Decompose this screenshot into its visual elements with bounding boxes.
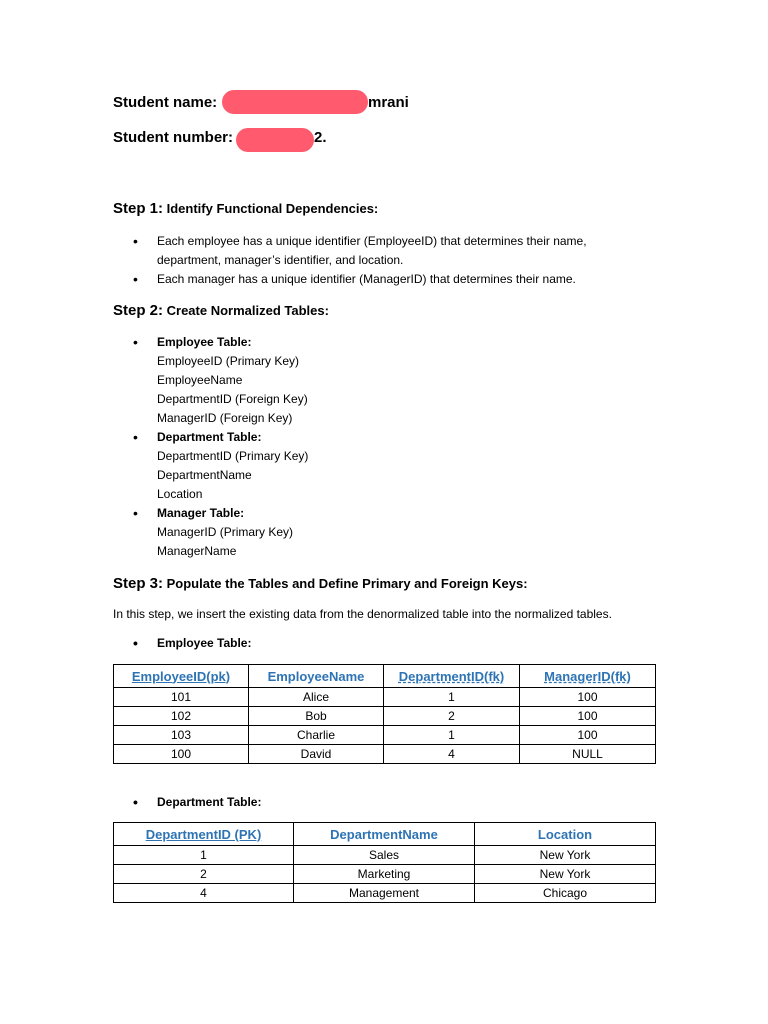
list-line: EmployeeID (Primary Key) — [157, 354, 300, 368]
cell: 100 — [520, 707, 656, 726]
list-line: EmployeeName — [157, 373, 243, 387]
manager-table-title: • Manager Table: — [157, 506, 245, 520]
cell: 100 — [520, 726, 656, 745]
cell: 103 — [114, 726, 249, 745]
step3-title: Populate the Tables and Define Primary and Foreign Keys: — [163, 576, 528, 591]
step1-list — [113, 232, 633, 289]
cell: 4 — [114, 884, 294, 903]
department-table-item — [113, 428, 633, 504]
list-line: ManagerName — [157, 544, 237, 558]
cell: 100 — [520, 688, 656, 707]
table-row — [114, 745, 656, 764]
employee-table — [113, 664, 656, 764]
cell: 2 — [114, 865, 294, 884]
employee-table-label: • Employee Table: — [113, 634, 413, 653]
cell: 1 — [114, 846, 294, 865]
step2-list — [113, 333, 633, 561]
name-redaction — [222, 90, 368, 114]
table-header-row — [114, 823, 656, 846]
cell: 4 — [384, 745, 520, 764]
cell: Alice — [249, 688, 384, 707]
step1-heading — [113, 200, 378, 217]
col-departmentid-pk: DepartmentID (PK) — [114, 823, 294, 846]
number-redaction — [236, 128, 314, 152]
department-table — [113, 822, 656, 903]
department-table-bullet — [113, 793, 413, 812]
cell: 101 — [114, 688, 249, 707]
student-name-label: Student name: — [113, 94, 218, 111]
cell: Marketing — [294, 865, 475, 884]
table-header-row — [114, 665, 656, 688]
step2-number: Step 2: — [113, 302, 164, 319]
cell: New York — [475, 865, 656, 884]
table-row — [114, 726, 656, 745]
col-employeename: EmployeeName — [249, 665, 384, 688]
col-employeeid: EmployeeID(pk) — [114, 665, 249, 688]
cell: 1 — [384, 688, 520, 707]
cell: New York — [475, 846, 656, 865]
table-row — [114, 688, 656, 707]
col-location: Location — [475, 823, 656, 846]
table-row — [114, 846, 656, 865]
step3-number: Step 3: — [113, 575, 164, 592]
step2-heading — [113, 302, 329, 319]
student-number-tail: 2. — [314, 129, 327, 146]
employee-table-bullet — [113, 634, 413, 653]
cell: 102 — [114, 707, 249, 726]
department-table-label: • Department Table: — [113, 793, 413, 812]
cell: Sales — [294, 846, 475, 865]
cell: Charlie — [249, 726, 384, 745]
cell: 100 — [114, 745, 249, 764]
step2-title: Create Normalized Tables: — [163, 303, 329, 318]
cell: 2 — [384, 707, 520, 726]
employee-table-item — [113, 333, 633, 428]
list-line: DepartmentID (Foreign Key) — [157, 392, 308, 406]
student-number-label: Student number: — [113, 129, 233, 146]
list-line: DepartmentName — [157, 468, 252, 482]
cell: Management — [294, 884, 475, 903]
cell: 1 — [384, 726, 520, 745]
col-departmentid: DepartmentID(fk) — [384, 665, 520, 688]
list-line: Location — [157, 487, 203, 501]
list-line: DepartmentID (Primary Key) — [157, 449, 309, 463]
cell: NULL — [520, 745, 656, 764]
col-managerid: ManagerID(fk) — [520, 665, 656, 688]
manager-table-item — [113, 504, 633, 561]
step3-intro: In this step, we insert the existing data from the denormalized table into the normalized tables. — [113, 607, 612, 621]
list-item: • Each employee has a unique identifier (EmployeeID) that determines their name, department, manager’s identifier, and location. — [113, 232, 633, 270]
step1-title: Identify Functional Dependencies: — [163, 201, 379, 216]
cell: Chicago — [475, 884, 656, 903]
table-row — [114, 707, 656, 726]
table-row — [114, 865, 656, 884]
cell: David — [249, 745, 384, 764]
table-row — [114, 884, 656, 903]
step3-heading — [113, 575, 528, 592]
list-line: ManagerID (Primary Key) — [157, 525, 294, 539]
list-item: • Each manager has a unique identifier (ManagerID) that determines their name. — [113, 270, 633, 289]
employee-table-title: • Employee Table: — [157, 335, 252, 349]
list-line: ManagerID (Foreign Key) — [157, 411, 293, 425]
step1-number: Step 1: — [113, 200, 164, 217]
cell: Bob — [249, 707, 384, 726]
col-departmentname: DepartmentName — [294, 823, 475, 846]
department-table-title: • Department Table: — [157, 430, 262, 444]
student-name-tail: mrani — [368, 94, 409, 111]
